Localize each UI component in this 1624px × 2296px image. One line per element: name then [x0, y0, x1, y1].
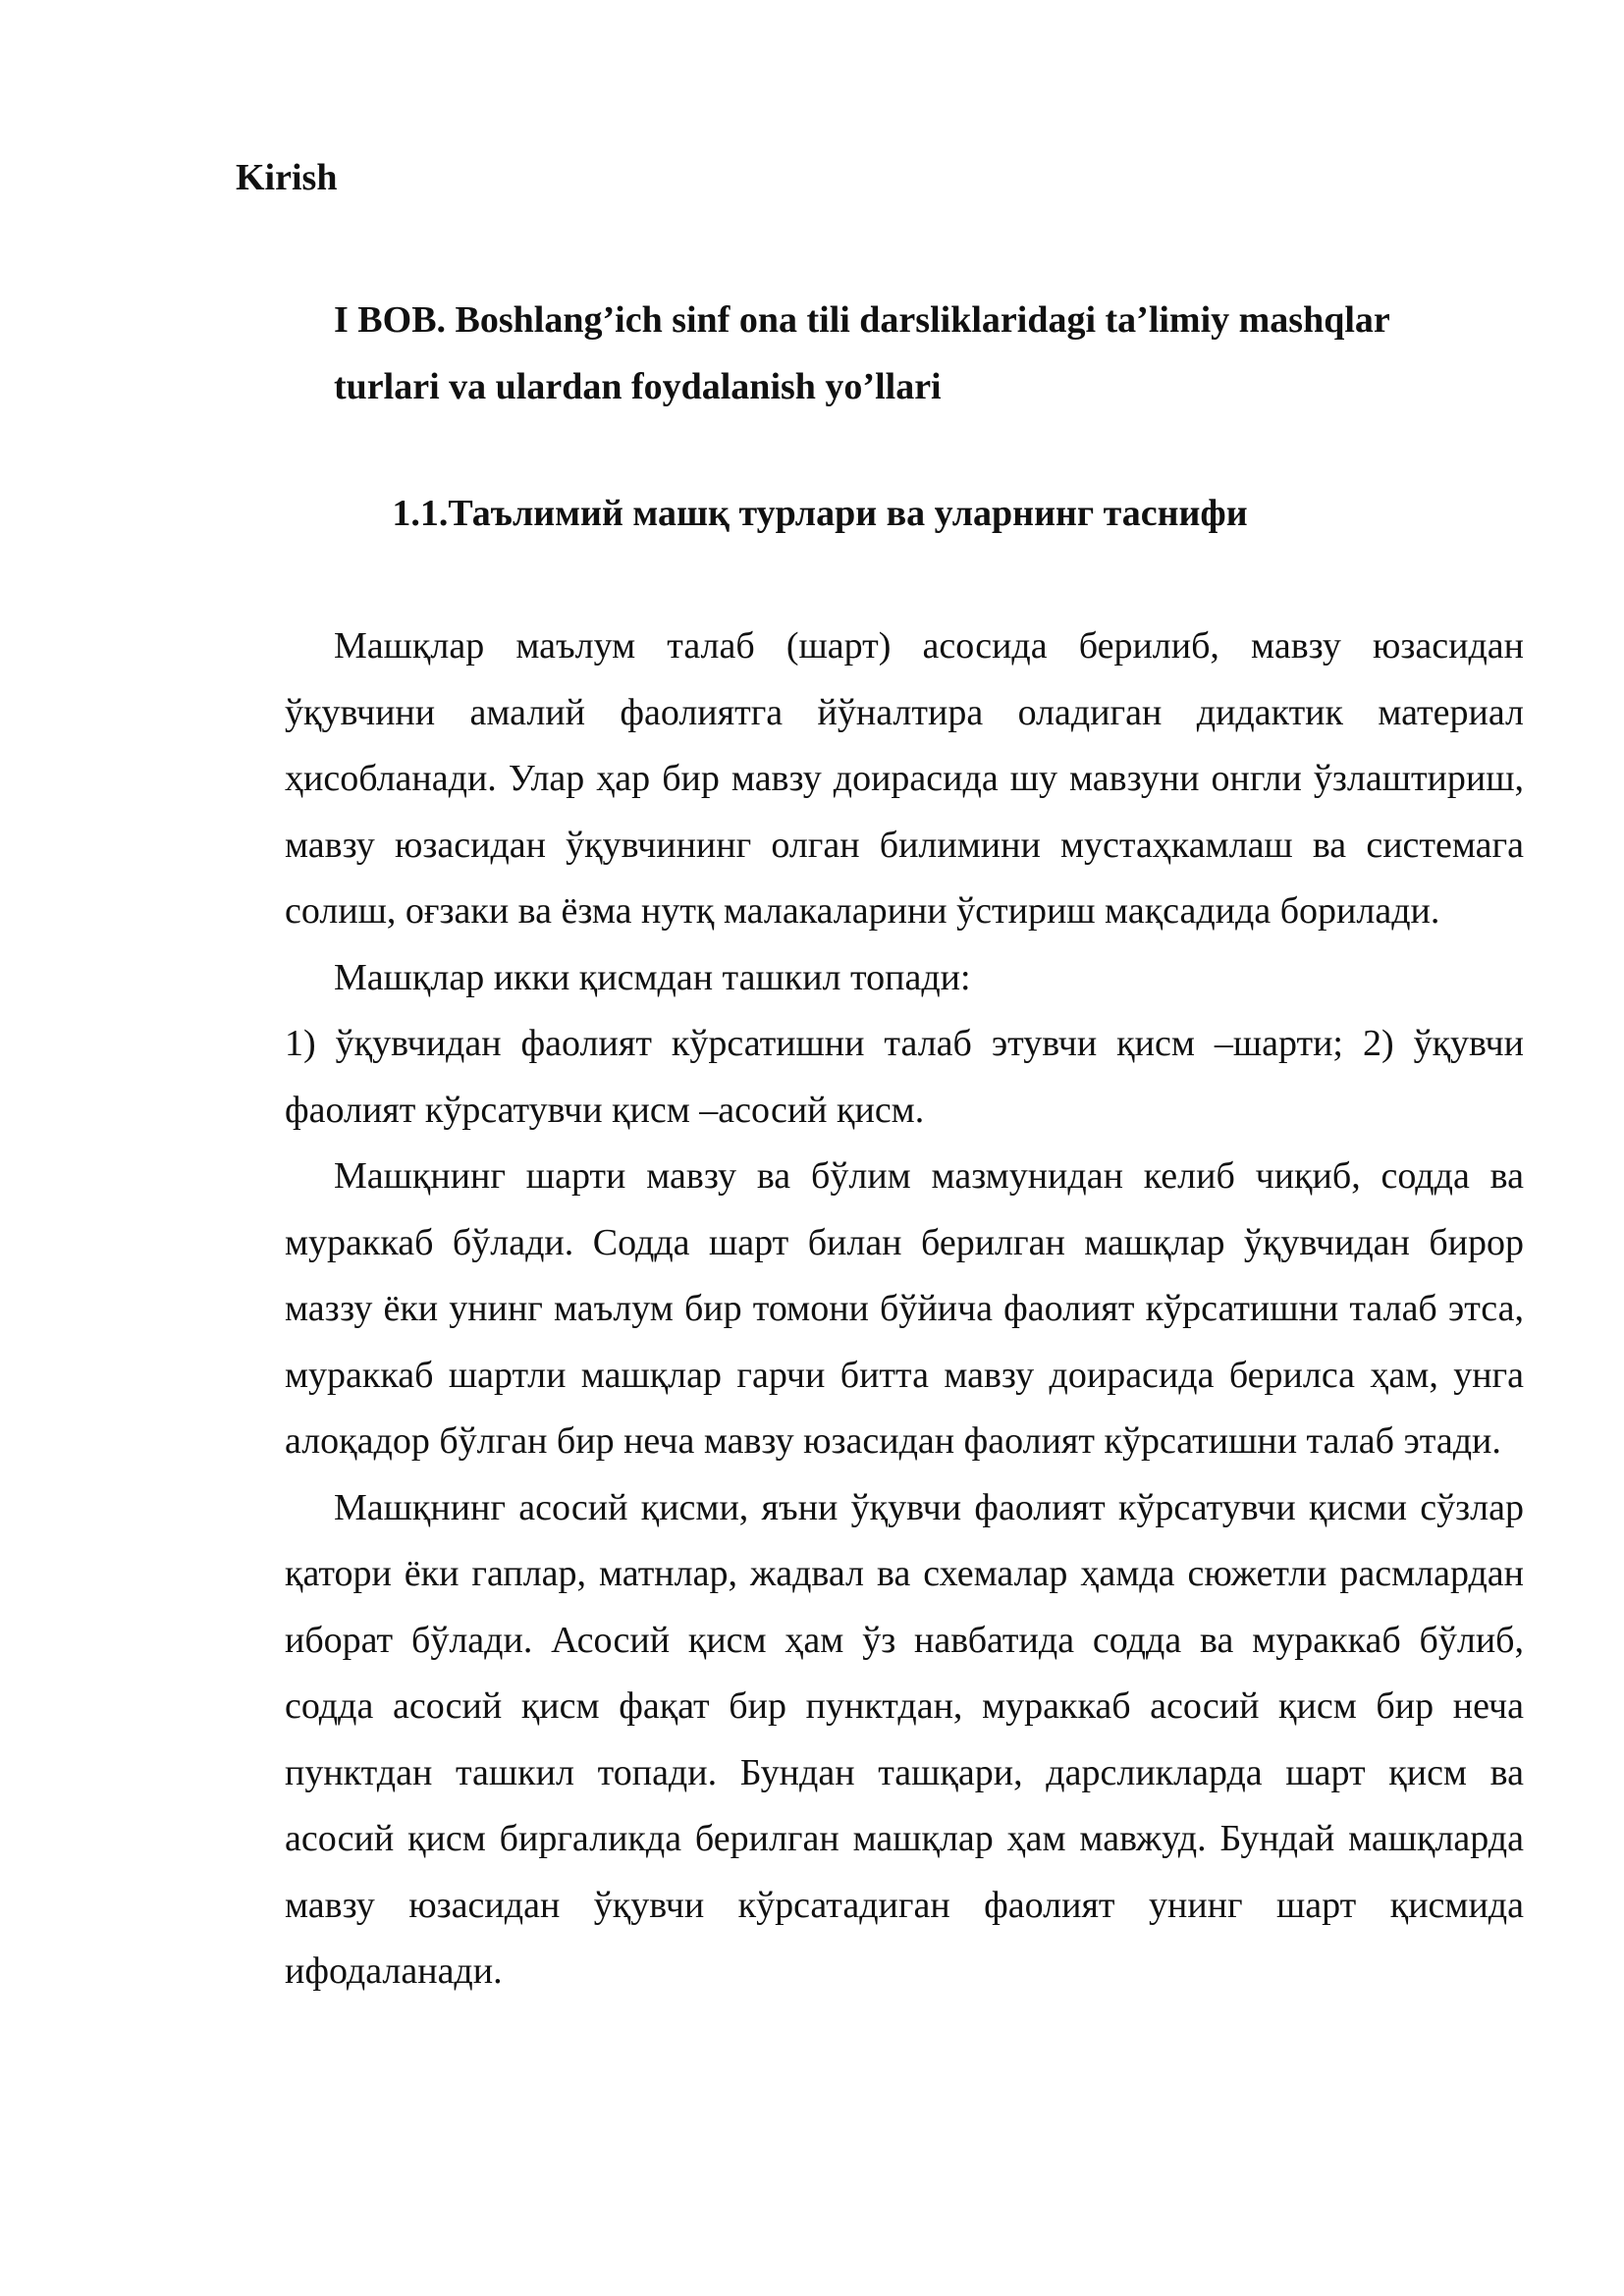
body-text: [285, 614, 1524, 2005]
paragraph: 1) ўқувчидан фаолият кўрсатишни талаб этувчи қисм –шарти; 2) ўқувчи фаолият кўрсатувчи қисм –асосий қисм.: [285, 1023, 1524, 1131]
paragraph: Машқлар маълум талаб (шарт) асосида берилиб, мавзу юзасидан ўқувчини амалий фаолиятга йўналтира оладиган дидактик материал ҳисобланади. Улар ҳар бир мавзу доирасида шу мавзуни онгли ўзлаштириш, мавзу юзасидан ўқувчининг олган билимини мустаҳкамлаш ва системага солиш, оғзаки ва ёзма нутқ малакаларини ўстириш мақсадида борилади.: [285, 625, 1524, 932]
paragraph: Машқнинг асосий қисми, яъни ўқувчи фаолият кўрсатувчи қисми сўзлар қатори ёки гаплар, матнлар, жадвал ва схемалар ҳамда сюжетли расмлардан иборат бўлади. Асосий қисм ҳам ўз навбатида содда ва мураккаб бўлиб, содда асосий қисм фақат бир пунктдан, мураккаб асосий қисм бир неча пунктдан ташкил топади. Бундан ташқари, дарсликларда шарт қисм ва асосий қисм биргаликда берилган машқлар ҳам мавжуд. Бундай машқларда мавзу юзасидан ўқувчи кўрсатадиган фаолият унинг шарт қисмида ифодаланади.: [285, 1486, 1524, 1992]
paragraph: Машқлар икки қисмдан ташкил топади:: [334, 956, 971, 998]
paragraph: Машқнинг шарти мавзу ва бўлим мазмунидан келиб чиқиб, содда ва мураккаб бўлади. Содда шарт билан берилган машқлар ўқувчидан бирор маззу ёки унинг маълум бир томони бўйича фаолият кўрсатишни талаб этса, мураккаб шартли машқлар гарчи битта мавзу доирасида берилса ҳам, унга алоқадор бўлган бир неча мавзу юзасидан фаолият кўрсатишни талаб этади.: [285, 1155, 1524, 1462]
intro-heading: Kirish: [236, 157, 338, 198]
chapter-heading: I BOB. Boshlang’ich sinf ona tili darsliklaridagi ta’limiy mashqlar turlari va ulardan foydalanish yo’llari: [334, 299, 1390, 407]
section-heading: 1.1.Таълимий машқ турлари ва уларнинг таснифи: [392, 493, 1248, 534]
